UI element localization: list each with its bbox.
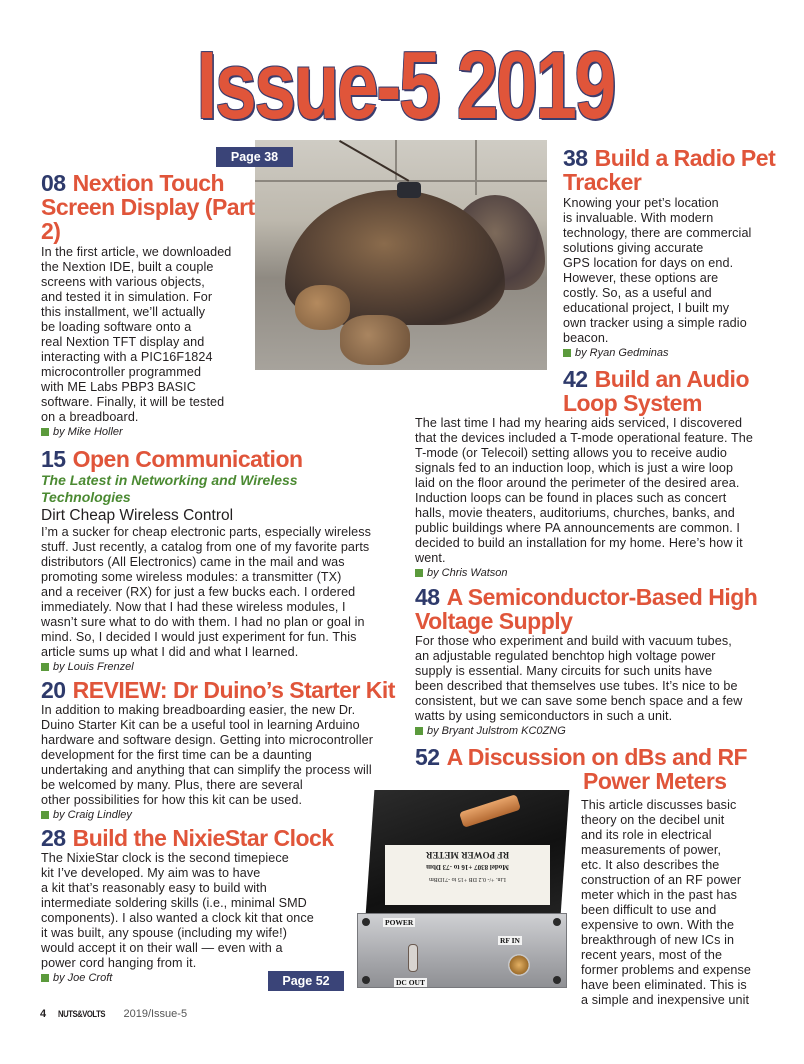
article-body: In addition to making breadboarding easier, the new Dr. Duino Starter Kit can be a useful tool in learning Arduino hardware and software design. Getting into microcontroller development for the first time can be a daunting undertaking and anything that can simplify the process will be welcomed by many. Plus, there are several other possibilities for how this kit can be used.: [41, 703, 374, 807]
rf-in-connector: [508, 954, 530, 976]
tortoise-leg: [340, 315, 410, 365]
article-15-open-communication[interactable]: [41, 447, 411, 674]
antenna-wire: [339, 140, 409, 182]
tortoise-photo: [255, 140, 547, 370]
footer-issue: 2019/Issue-5: [123, 1008, 188, 1020]
article-body: I’m a sucker for cheap electronic parts, especially wireless stuff. Just recently, a catalog from one of my favorite parts distributors (All Electronics) came in the mail and was promoting some wireless modules: a transmitter (TX) and a receiver (RX) for just a few bucks each. I ordered immediately. Now that I had these wireless modules, I wasn’t sure what to do with them. I had no plan or goal in mind. So, I decided I would just experiment for fun. This article sums up what I did and what I learned.: [41, 525, 372, 659]
article-28-nixiestar[interactable]: [41, 826, 341, 985]
article-body: For those who experiment and build with vacuum tubes, an adjustable regulated benchtop high voltage power supply is essential. Many circuits for such units have been described that themselves use tubes. It’s nice to be consistent, but we can save some bench space and a few watts by using semiconductors in such a unit.: [415, 634, 743, 723]
article-body: Knowing your pet’s location is invaluable. With modern technology, there are commercial solutions giving accurate GPS location for days on end. However, these options are costly. So, as a useful and educational project, I built my own tracker using a simple radio beacon.: [563, 196, 752, 345]
page-52-badge[interactable]: Page 52: [268, 971, 344, 991]
article-page-number: 08: [41, 170, 66, 196]
article-headline[interactable]: 08 Nextion Touch Screen Display (Part 2): [41, 170, 255, 244]
article-headline[interactable]: 28 Build the NixieStar Clock: [41, 825, 334, 851]
screw-icon: [362, 918, 370, 926]
screw-icon: [553, 918, 561, 926]
article-headline[interactable]: 48 A Semiconductor-Based High Voltage Supply: [415, 584, 758, 634]
green-square-icon: [41, 974, 49, 982]
article-42-headline-block[interactable]: [563, 367, 788, 415]
tortoise-head: [295, 285, 350, 330]
green-square-icon: [415, 569, 423, 577]
radio-tracker-device: [397, 182, 421, 198]
article-52-rf-meters[interactable]: [581, 798, 796, 1008]
brand-logo: NUTS&VOLTS: [58, 1009, 106, 1019]
article-subhead: Dirt Cheap Wireless Control: [41, 507, 234, 524]
article-byline: by Chris Watson: [415, 566, 795, 580]
wall-joint: [475, 140, 477, 195]
green-square-icon: [415, 727, 423, 735]
page-footer: [40, 1006, 187, 1022]
column-subtitle: The Latest in Networking and Wireless Technologies: [41, 472, 298, 505]
meter-label: RF POWER METER Model 8307 +16 to -73 Dbm Lin. +/- 0.2 DB +15 to -71DBm: [385, 845, 550, 905]
article-body: The last time I had my hearing aids serviced, I discovered that the devices included a T-mode operational feature. The T-mode (or Telecoil) setting allows you to receive audio signals fed to an induction loop, which is just a wire loop laid on the floor around the perimeter of the desired area. Induction loops can be found in places such as concert halls, movie theaters, auditoriums, churches, banks, and public buildings where PA announcements are common. I decided to build an installation for my home. Here’s how it went.: [415, 416, 753, 565]
article-body: This article discusses basic theory on the decibel unit and its role in electrical measurements of power, etc. It also describes the construction of an RF power meter which in the past has been difficult to use and expensive to own. With the breakthrough of new ICs in recent years, most of the former problems and expense have been eliminated. This is a simple and inexpensive unit: [581, 798, 752, 1007]
article-body: In the first article, we downloaded the Nextion IDE, built a couple screens with various objects, and tested it in simulation. For this installment, we’ll actually be loading software onto a real Nextion TFT display and interacting with a PIC16F1824 microcontroller programmed with ME Labs PBP3 BASIC software. Finally, it will be tested on a breadboard.: [41, 245, 232, 424]
article-body: The NixieStar clock is the second timepiece kit I’ve developed. My aim was to have a kit that’s reasonably easy to build with intermediate soldering skills (i.e., minimal SMD components). I also wanted a clock kit that once it was built, any spouse (including my wife!) would accept it on their wall — even with a power cord hanging from it.: [41, 851, 314, 970]
article-headline[interactable]: 38 Build a Radio Pet Tracker: [563, 145, 776, 195]
article-byline: by Joe Croft: [41, 971, 341, 985]
screw-icon: [553, 976, 561, 984]
article-08-nextion[interactable]: [41, 171, 256, 439]
article-byline: by Louis Frenzel: [41, 660, 411, 674]
meter-front-panel: POWER RF IN DC OUT: [357, 913, 567, 988]
page-38-badge[interactable]: Page 38: [216, 147, 293, 167]
article-headline[interactable]: 52 A Discussion on dBs and RF Power Meters: [415, 744, 748, 794]
article-byline: by Ryan Gedminas: [563, 346, 788, 360]
article-42-audio-loop[interactable]: [415, 416, 795, 580]
article-38-pet-tracker[interactable]: [563, 146, 788, 360]
article-headline[interactable]: 20 REVIEW: Dr Duino’s Starter Kit: [41, 677, 395, 703]
folio-page-number: 4: [40, 1008, 47, 1020]
power-toggle-switch: [408, 944, 418, 972]
screw-icon: [362, 976, 370, 984]
article-byline: by Craig Lindley: [41, 808, 411, 822]
article-byline: by Mike Holler: [41, 425, 256, 439]
article-headline[interactable]: 42 Build an Audio Loop System: [563, 366, 749, 416]
green-square-icon: [41, 811, 49, 819]
issue-title: Issue-5 2019: [196, 32, 614, 139]
article-byline: by Bryant Julstrom KC0ZNG: [415, 724, 795, 738]
rf-power-meter-photo: [345, 785, 575, 1000]
green-square-icon: [41, 428, 49, 436]
article-48-hv-supply[interactable]: [415, 585, 795, 738]
article-headline[interactable]: 15 Open Communication: [41, 446, 303, 472]
green-square-icon: [41, 663, 49, 671]
green-square-icon: [563, 349, 571, 357]
